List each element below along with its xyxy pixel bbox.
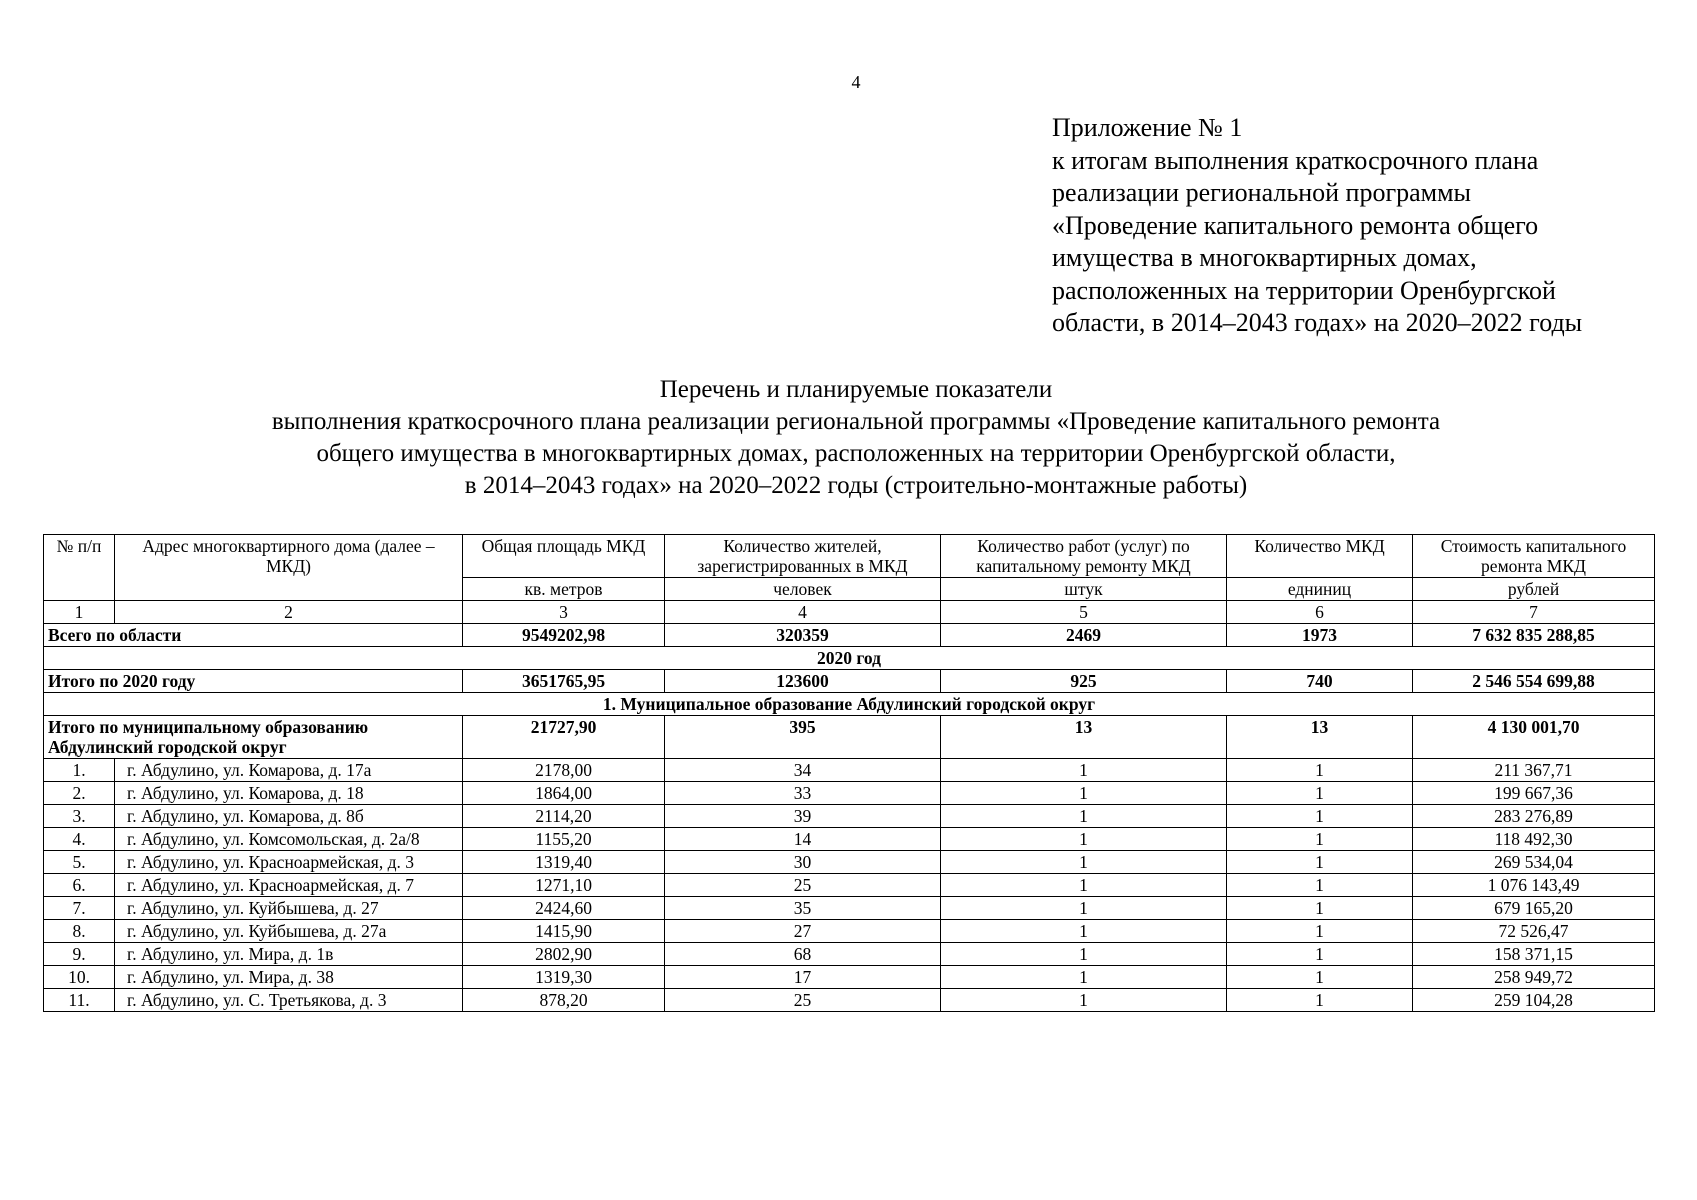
row-num: 3. <box>44 805 115 828</box>
row-address: г. Абдулино, ул. Комарова, д. 18 <box>115 782 463 805</box>
row-address: г. Абдулино, ул. Мира, д. 1в <box>115 943 463 966</box>
table-row <box>44 759 1655 782</box>
row-num: 11. <box>44 989 115 1012</box>
row-works: 1 <box>941 805 1227 828</box>
row-num: 8. <box>44 920 115 943</box>
total-year-row <box>44 670 1655 693</box>
row-area: 1864,00 <box>463 782 665 805</box>
total-municipality-label: Итого по муниципальному образованию Абдулинский городской округ <box>44 716 463 759</box>
col-number: 3 <box>463 601 665 624</box>
total-municipality-mkd: 13 <box>1227 716 1413 759</box>
row-residents: 39 <box>665 805 941 828</box>
total-municipality-works: 13 <box>941 716 1227 759</box>
row-address: г. Абдулино, ул. Куйбышева, д. 27 <box>115 897 463 920</box>
title-line: в 2014–2043 годах» на 2020–2022 годы (строительно-монтажные работы) <box>464 472 1248 499</box>
total-region-mkd: 1973 <box>1227 624 1413 647</box>
row-address: г. Абдулино, ул. Мира, д. 38 <box>115 966 463 989</box>
document-title <box>0 374 1697 502</box>
total-municipality-cost: 4 130 001,70 <box>1413 716 1655 759</box>
total-region-residents: 320359 <box>665 624 941 647</box>
row-area: 1155,20 <box>463 828 665 851</box>
appendix-line: области, в 2014–2043 годах» на 2020–2022 годы <box>1052 308 1583 337</box>
row-residents: 68 <box>665 943 941 966</box>
row-address: г. Абдулино, ул. Красноармейская, д. 7 <box>115 874 463 897</box>
row-residents: 34 <box>665 759 941 782</box>
col-number: 2 <box>115 601 463 624</box>
row-address: г. Абдулино, ул. Красноармейская, д. 3 <box>115 851 463 874</box>
header-mkd-count: Количество МКД <box>1227 535 1413 578</box>
total-municipality-area: 21727,90 <box>463 716 665 759</box>
unit-residents: человек <box>665 578 941 601</box>
row-address: г. Абдулино, ул. Комсомольская, д. 2а/8 <box>115 828 463 851</box>
total-year-cost: 2 546 554 699,88 <box>1413 670 1655 693</box>
row-mkd: 1 <box>1227 828 1413 851</box>
total-municipality-row <box>44 716 1655 759</box>
col-number: 6 <box>1227 601 1413 624</box>
row-mkd: 1 <box>1227 805 1413 828</box>
row-cost: 269 534,04 <box>1413 851 1655 874</box>
row-mkd: 1 <box>1227 851 1413 874</box>
row-residents: 14 <box>665 828 941 851</box>
row-mkd: 1 <box>1227 874 1413 897</box>
total-year-label: Итого по 2020 году <box>44 670 463 693</box>
year-header: 2020 год <box>44 647 1655 670</box>
table-row <box>44 966 1655 989</box>
row-mkd: 1 <box>1227 966 1413 989</box>
row-works: 1 <box>941 874 1227 897</box>
appendix-line: имущества в многоквартирных домах, <box>1052 243 1477 272</box>
row-cost: 158 371,15 <box>1413 943 1655 966</box>
row-address: г. Абдулино, ул. Куйбышева, д. 27а <box>115 920 463 943</box>
total-region-label: Всего по области <box>44 624 463 647</box>
row-cost: 258 949,72 <box>1413 966 1655 989</box>
year-header-row <box>44 647 1655 670</box>
row-works: 1 <box>941 782 1227 805</box>
row-area: 878,20 <box>463 989 665 1012</box>
table-row <box>44 805 1655 828</box>
appendix-line: к итогам выполнения краткосрочного плана <box>1052 145 1539 175</box>
row-residents: 27 <box>665 920 941 943</box>
row-residents: 25 <box>665 874 941 897</box>
title-line: выполнения краткосрочного плана реализации региональной программы «Проведение капитального ремонта <box>271 408 1441 435</box>
appendix-line: «Проведение капитального ремонта общего <box>1052 210 1539 240</box>
header-residents: Количество жителей, зарегистрированных в МКД <box>665 535 941 578</box>
title-line: общего имущества в многоквартирных домах, расположенных на территории Оренбургской области, <box>316 440 1396 467</box>
header-works: Количество работ (услуг) по капитальному ремонту МКД <box>941 535 1227 578</box>
row-cost: 679 165,20 <box>1413 897 1655 920</box>
row-mkd: 1 <box>1227 782 1413 805</box>
header-num: № п/п <box>44 535 115 601</box>
unit-area: кв. метров <box>463 578 665 601</box>
row-num: 10. <box>44 966 115 989</box>
row-num: 2. <box>44 782 115 805</box>
municipality-header: 1. Муниципальное образование Абдулинский городской округ <box>44 693 1655 716</box>
row-cost: 211 367,71 <box>1413 759 1655 782</box>
row-residents: 30 <box>665 851 941 874</box>
col-number: 7 <box>1413 601 1655 624</box>
row-mkd: 1 <box>1227 920 1413 943</box>
row-cost: 283 276,89 <box>1413 805 1655 828</box>
total-year-residents: 123600 <box>665 670 941 693</box>
row-mkd: 1 <box>1227 759 1413 782</box>
appendix-block <box>1052 112 1672 340</box>
col-number: 5 <box>941 601 1227 624</box>
row-address: г. Абдулино, ул. С. Третьякова, д. 3 <box>115 989 463 1012</box>
title-line: Перечень и планируемые показатели <box>659 376 1053 403</box>
total-region-works: 2469 <box>941 624 1227 647</box>
row-works: 1 <box>941 759 1227 782</box>
header-row <box>44 535 1655 578</box>
row-area: 2178,00 <box>463 759 665 782</box>
header-address: Адрес многоквартирного дома (далее – МКД) <box>115 535 463 601</box>
row-cost: 199 667,36 <box>1413 782 1655 805</box>
appendix-line: реализации региональной программы <box>1052 178 1472 207</box>
row-address: г. Абдулино, ул. Комарова, д. 8б <box>115 805 463 828</box>
table-row <box>44 897 1655 920</box>
row-cost: 259 104,28 <box>1413 989 1655 1012</box>
row-works: 1 <box>941 966 1227 989</box>
row-area: 2424,60 <box>463 897 665 920</box>
row-mkd: 1 <box>1227 989 1413 1012</box>
table-row <box>44 920 1655 943</box>
header-area: Общая площадь МКД <box>463 535 665 578</box>
table-row <box>44 943 1655 966</box>
header-cost: Стоимость капитального ремонта МКД <box>1413 535 1655 578</box>
unit-works: штук <box>941 578 1227 601</box>
row-num: 5. <box>44 851 115 874</box>
table-row <box>44 989 1655 1012</box>
row-area: 2802,90 <box>463 943 665 966</box>
row-residents: 25 <box>665 989 941 1012</box>
row-mkd: 1 <box>1227 943 1413 966</box>
row-residents: 17 <box>665 966 941 989</box>
appendix-line: расположенных на территории Оренбургской <box>1052 275 1556 305</box>
municipality-header-row <box>44 693 1655 716</box>
row-num: 6. <box>44 874 115 897</box>
column-numbers-row <box>44 601 1655 624</box>
appendix-line: Приложение № 1 <box>1052 113 1243 142</box>
row-cost: 1 076 143,49 <box>1413 874 1655 897</box>
row-works: 1 <box>941 897 1227 920</box>
row-area: 1415,90 <box>463 920 665 943</box>
row-residents: 35 <box>665 897 941 920</box>
row-works: 1 <box>941 828 1227 851</box>
total-year-works: 925 <box>941 670 1227 693</box>
row-area: 1271,10 <box>463 874 665 897</box>
table-row <box>44 782 1655 805</box>
row-works: 1 <box>941 943 1227 966</box>
table-row <box>44 851 1655 874</box>
unit-cost: рублей <box>1413 578 1655 601</box>
row-num: 4. <box>44 828 115 851</box>
row-area: 1319,30 <box>463 966 665 989</box>
row-area: 1319,40 <box>463 851 665 874</box>
row-area: 2114,20 <box>463 805 665 828</box>
row-num: 7. <box>44 897 115 920</box>
row-cost: 72 526,47 <box>1413 920 1655 943</box>
unit-mkd-count: едниниц <box>1227 578 1413 601</box>
indicators-table <box>43 534 1655 1012</box>
table-row <box>44 874 1655 897</box>
row-num: 9. <box>44 943 115 966</box>
col-number: 4 <box>665 601 941 624</box>
row-num: 1. <box>44 759 115 782</box>
row-address: г. Абдулино, ул. Комарова, д. 17а <box>115 759 463 782</box>
row-works: 1 <box>941 989 1227 1012</box>
total-region-cost: 7 632 835 288,85 <box>1413 624 1655 647</box>
total-municipality-residents: 395 <box>665 716 941 759</box>
row-mkd: 1 <box>1227 897 1413 920</box>
row-works: 1 <box>941 851 1227 874</box>
total-region-area: 9549202,98 <box>463 624 665 647</box>
page-number: 4 <box>851 72 861 92</box>
total-year-mkd: 740 <box>1227 670 1413 693</box>
col-number: 1 <box>44 601 115 624</box>
total-year-area: 3651765,95 <box>463 670 665 693</box>
table-row <box>44 828 1655 851</box>
row-residents: 33 <box>665 782 941 805</box>
row-cost: 118 492,30 <box>1413 828 1655 851</box>
total-region-row <box>44 624 1655 647</box>
row-works: 1 <box>941 920 1227 943</box>
